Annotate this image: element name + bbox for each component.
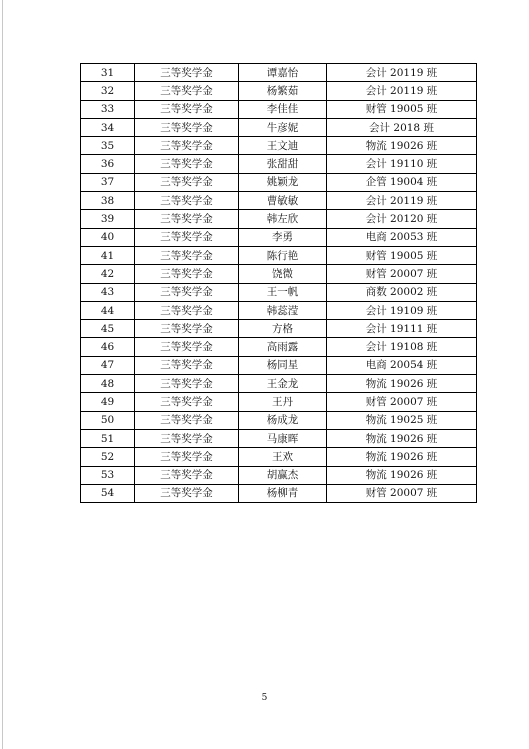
- table-row: [81, 338, 477, 356]
- student-name-cell: 韩左欣: [239, 210, 327, 228]
- award-type-cell: 三等奖学金: [135, 466, 239, 484]
- class-name-cell: 会计 20119 班: [327, 64, 477, 82]
- award-type-cell: 三等奖学金: [135, 283, 239, 301]
- class-name-cell: 会计 20119 班: [327, 82, 477, 100]
- class-name-cell: 会计 19109 班: [327, 301, 477, 319]
- award-type-cell: 三等奖学金: [135, 64, 239, 82]
- award-type-cell: 三等奖学金: [135, 100, 239, 118]
- table-row: [81, 466, 477, 484]
- row-number-cell: 50: [81, 411, 135, 429]
- table-row: [81, 265, 477, 283]
- table-row: [81, 356, 477, 374]
- class-name-cell: 企管 19004 班: [327, 173, 477, 191]
- row-number-cell: 31: [81, 64, 135, 82]
- class-name-cell: 电商 20053 班: [327, 228, 477, 246]
- class-name-cell: 财管 20007 班: [327, 393, 477, 411]
- table-row: [81, 100, 477, 118]
- row-number-cell: 51: [81, 429, 135, 447]
- table-row: [81, 173, 477, 191]
- scholarship-table: [80, 63, 477, 503]
- row-number-cell: 45: [81, 320, 135, 338]
- table-row: [81, 393, 477, 411]
- award-type-cell: 三等奖学金: [135, 301, 239, 319]
- student-name-cell: 牛彦妮: [239, 118, 327, 136]
- award-type-cell: 三等奖学金: [135, 118, 239, 136]
- row-number-cell: 54: [81, 484, 135, 502]
- class-name-cell: 财管 20007 班: [327, 484, 477, 502]
- award-type-cell: 三等奖学金: [135, 484, 239, 502]
- table-row: [81, 64, 477, 82]
- class-name-cell: 物流 19025 班: [327, 411, 477, 429]
- class-name-cell: 会计 19110 班: [327, 155, 477, 173]
- row-number-cell: 46: [81, 338, 135, 356]
- student-name-cell: 谭嘉怡: [239, 64, 327, 82]
- row-number-cell: 48: [81, 375, 135, 393]
- award-type-cell: 三等奖学金: [135, 448, 239, 466]
- table-row: [81, 210, 477, 228]
- class-name-cell: 财管 20007 班: [327, 265, 477, 283]
- award-type-cell: 三等奖学金: [135, 192, 239, 210]
- student-name-cell: 王文迪: [239, 137, 327, 155]
- student-name-cell: 杨柳青: [239, 484, 327, 502]
- table-row: [81, 301, 477, 319]
- award-type-cell: 三等奖学金: [135, 393, 239, 411]
- page-edge-line: [2, 0, 3, 749]
- student-name-cell: 马康晖: [239, 429, 327, 447]
- table-row: [81, 448, 477, 466]
- student-name-cell: 曹敏敏: [239, 192, 327, 210]
- award-type-cell: 三等奖学金: [135, 265, 239, 283]
- scholarship-table-body: [81, 64, 477, 503]
- table-row: [81, 137, 477, 155]
- student-name-cell: 姚颖龙: [239, 173, 327, 191]
- class-name-cell: 物流 19026 班: [327, 466, 477, 484]
- student-name-cell: 高雨露: [239, 338, 327, 356]
- class-name-cell: 物流 19026 班: [327, 429, 477, 447]
- row-number-cell: 52: [81, 448, 135, 466]
- student-name-cell: 王丹: [239, 393, 327, 411]
- row-number-cell: 34: [81, 118, 135, 136]
- class-name-cell: 物流 19026 班: [327, 448, 477, 466]
- row-number-cell: 41: [81, 246, 135, 264]
- row-number-cell: 43: [81, 283, 135, 301]
- class-name-cell: 物流 19026 班: [327, 375, 477, 393]
- table-row: [81, 192, 477, 210]
- row-number-cell: 53: [81, 466, 135, 484]
- student-name-cell: 杨同星: [239, 356, 327, 374]
- table-row: [81, 411, 477, 429]
- student-name-cell: 李佳佳: [239, 100, 327, 118]
- student-name-cell: 韩蕊滢: [239, 301, 327, 319]
- award-type-cell: 三等奖学金: [135, 338, 239, 356]
- class-name-cell: 会计 19108 班: [327, 338, 477, 356]
- table-row: [81, 375, 477, 393]
- table-row: [81, 429, 477, 447]
- award-type-cell: 三等奖学金: [135, 210, 239, 228]
- class-name-cell: 会计 20120 班: [327, 210, 477, 228]
- class-name-cell: 财管 19005 班: [327, 246, 477, 264]
- row-number-cell: 36: [81, 155, 135, 173]
- student-name-cell: 胡赢杰: [239, 466, 327, 484]
- award-type-cell: 三等奖学金: [135, 82, 239, 100]
- row-number-cell: 47: [81, 356, 135, 374]
- student-name-cell: 王欢: [239, 448, 327, 466]
- row-number-cell: 40: [81, 228, 135, 246]
- award-type-cell: 三等奖学金: [135, 429, 239, 447]
- class-name-cell: 电商 20054 班: [327, 356, 477, 374]
- class-name-cell: 物流 19026 班: [327, 137, 477, 155]
- student-name-cell: 李勇: [239, 228, 327, 246]
- row-number-cell: 33: [81, 100, 135, 118]
- table-row: [81, 118, 477, 136]
- award-type-cell: 三等奖学金: [135, 155, 239, 173]
- class-name-cell: 会计 2018 班: [327, 118, 477, 136]
- student-name-cell: 杨繁茹: [239, 82, 327, 100]
- class-name-cell: 财管 19005 班: [327, 100, 477, 118]
- award-type-cell: 三等奖学金: [135, 246, 239, 264]
- class-name-cell: 商数 20002 班: [327, 283, 477, 301]
- table-row: [81, 82, 477, 100]
- row-number-cell: 39: [81, 210, 135, 228]
- table-row: [81, 228, 477, 246]
- row-number-cell: 38: [81, 192, 135, 210]
- table-row: [81, 484, 477, 502]
- page-number: 5: [261, 693, 268, 703]
- student-name-cell: 张甜甜: [239, 155, 327, 173]
- award-type-cell: 三等奖学金: [135, 411, 239, 429]
- row-number-cell: 49: [81, 393, 135, 411]
- award-type-cell: 三等奖学金: [135, 356, 239, 374]
- award-type-cell: 三等奖学金: [135, 137, 239, 155]
- student-name-cell: 王一帆: [239, 283, 327, 301]
- table-row: [81, 246, 477, 264]
- row-number-cell: 37: [81, 173, 135, 191]
- row-number-cell: 42: [81, 265, 135, 283]
- table-row: [81, 320, 477, 338]
- student-name-cell: 陈行艳: [239, 246, 327, 264]
- class-name-cell: 会计 20119 班: [327, 192, 477, 210]
- student-name-cell: 杨成龙: [239, 411, 327, 429]
- table-row: [81, 155, 477, 173]
- table-row: [81, 283, 477, 301]
- award-type-cell: 三等奖学金: [135, 228, 239, 246]
- class-name-cell: 会计 19111 班: [327, 320, 477, 338]
- award-type-cell: 三等奖学金: [135, 375, 239, 393]
- award-type-cell: 三等奖学金: [135, 173, 239, 191]
- student-name-cell: 方格: [239, 320, 327, 338]
- row-number-cell: 44: [81, 301, 135, 319]
- row-number-cell: 35: [81, 137, 135, 155]
- student-name-cell: 饶微: [239, 265, 327, 283]
- student-name-cell: 王金龙: [239, 375, 327, 393]
- award-type-cell: 三等奖学金: [135, 320, 239, 338]
- row-number-cell: 32: [81, 82, 135, 100]
